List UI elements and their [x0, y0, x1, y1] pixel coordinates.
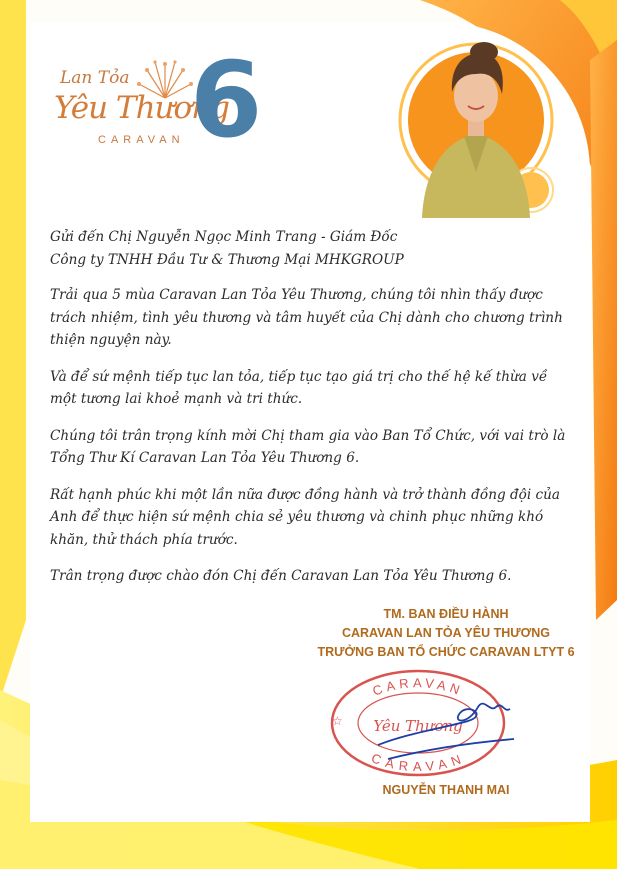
stamp-center-text: Yêu Thương: [373, 717, 463, 735]
caravan-stamp: [318, 663, 518, 778]
stamp-bottom-text: CARAVAN: [369, 750, 467, 775]
signature-line-2: CARAVAN LAN TỎA YÊU THƯƠNG: [341, 626, 551, 640]
svg-text:CARAVAN: [370, 675, 465, 698]
greeting: [50, 226, 570, 271]
caravan-logo: [40, 39, 290, 168]
role-title: Tổng Thư Kí Caravan Lan Tỏa Yêu Thương 6.: [50, 450, 360, 466]
paragraph-2: Và để sứ mệnh tiếp tục lan tỏa, tiếp tục tạo giá trị cho thế hệ kế thừa về một tương lai khoẻ mạnh và tri thức.: [50, 368, 548, 407]
letter-body: [50, 226, 570, 602]
portrait-photo: [384, 22, 554, 232]
greeting-recipient: Gửi đến Chị Nguyễn Ngọc Minh Trang - Giám Đốc: [50, 229, 398, 245]
logo-number-six: 6: [190, 39, 263, 161]
paragraph-5: Trân trọng được chào đón Chị đến Caravan Lan Tỏa Yêu Thương 6.: [50, 568, 512, 584]
logo-caravan-text: CARAVAN: [98, 134, 185, 146]
stamp-star-icon: ☆: [332, 714, 343, 728]
signer-name: NGUYỄN THANH MAI: [382, 783, 510, 797]
signature-line-3: TRƯỞNG BAN TỔ CHỨC CARAVAN LTYT 6: [317, 645, 575, 659]
signature-heading: [296, 605, 596, 662]
stamp-top-text: CARAVAN: [370, 675, 466, 699]
paragraph-1: Trải qua 5 mùa Caravan Lan Tỏa Yêu Thương, chúng tôi nhìn thấy được trách nhiệm, tình yêu thương và tâm huyết của Chị dành cho chương trình thiện nguyện này.: [50, 287, 563, 348]
paragraph-4: Rất hạnh phúc khi một lần nữa được đồng hành và trở thành đồng đội của Anh để thực hiện sứ mệnh chia sẻ yêu thương và chinh phục những khó khăn, thử thách phía trước.: [50, 486, 561, 548]
greeting-company: Công ty TNHH Đầu Tư & Thương Mại MHKGROUP: [50, 251, 404, 268]
logo-yeu-thuong-text: Yêu Thương: [54, 90, 230, 126]
signature-line-1: TM. BAN ĐIỀU HÀNH: [383, 607, 509, 621]
paragraph-3-text: Chúng tôi trân trọng kính mời Chị tham gia vào Ban Tổ Chức, với vai trò là: [50, 427, 566, 444]
paragraph-3: [50, 425, 570, 470]
logo-lan-text: Lan Tỏa: [60, 68, 130, 88]
